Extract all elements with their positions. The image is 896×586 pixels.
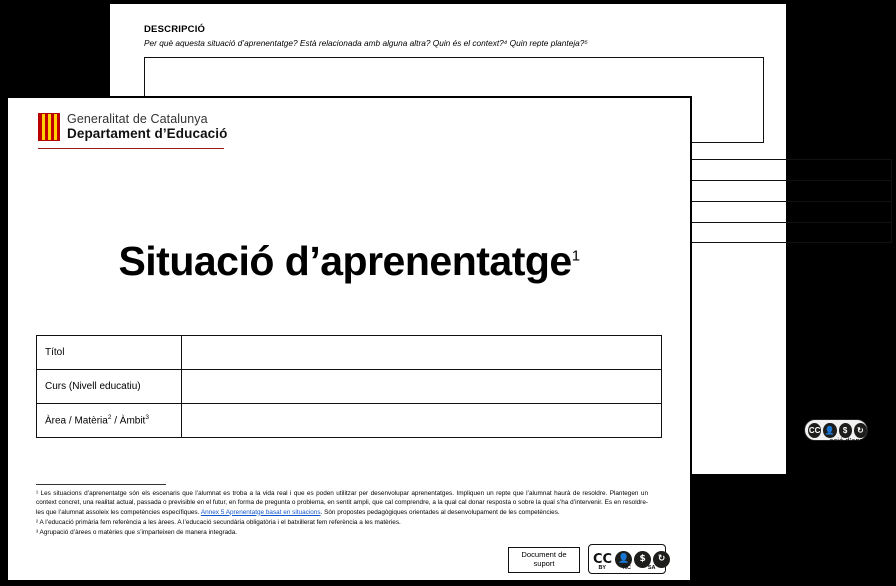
table-row	[37, 336, 662, 370]
table-label-area: Àrea / Matèria$^2$ / Àmbit$^3$	[37, 404, 182, 438]
cc-sa-icon: ↻	[653, 551, 670, 568]
cc-mark-icon: CC	[808, 423, 821, 438]
footnote-link-annex5[interactable]: Annex 5 Aprenentatge basat en situacions	[200, 508, 321, 516]
doc-badge-line2: suport	[533, 559, 555, 568]
cc-label-sa: SA	[647, 565, 656, 571]
logo-line-generalitat: Generalitat de Catalunya	[67, 112, 208, 126]
back-footer-pagenum: Pàgina 2/5	[859, 446, 896, 456]
cc-label-nc: NC	[623, 565, 631, 571]
table-value-titol[interactable]	[182, 336, 662, 370]
description-subtitle: Per què aquesta situació d’aprenentatge? Està relacionada amb alguna altra? Quin és el context?⁴ Quin repte planteja?⁵	[144, 38, 588, 48]
back-footer-title: ació d’aprenentatge	[829, 436, 896, 445]
description-heading: DESCRIPCIÓ	[144, 24, 206, 35]
cc-nc-icon: $	[839, 423, 852, 438]
cover-info-table	[36, 335, 662, 438]
footnote-separator	[36, 484, 166, 485]
cc-logo-icon: CC	[593, 551, 613, 567]
document-suport-badge	[508, 547, 580, 573]
table-label-titol: Títol	[37, 336, 182, 370]
cc-by-icon: 👤	[615, 551, 632, 568]
doc-badge-line1: Document de	[521, 550, 567, 560]
page-title-footnote-marker: 1	[571, 247, 580, 265]
back-page-body-text: ania, problemàtica r un agent extern,	[800, 382, 896, 401]
footnote-2: ² A l’educació primària fem referència a les àrees. A l’educació secundària obligatòria i el batxillerat fem referència a les matèries.	[36, 518, 401, 526]
table-label-curs: Curs (Nivell educatiu)	[37, 370, 182, 404]
generalitat-shield-icon	[38, 113, 60, 141]
footnote-3: ³ Agrupació d’àrees o matèries que s’imparteixen de manera integrada.	[36, 529, 238, 537]
footnote-1: ¹ Les situacions d’aprenentatge són els escenaris que l’alumnat es troba a la vida real i que es poden utilitzar per desenvolupar aprenentatges. Impliquen un repte que l’alumnat haurà de resoldre. Plantegen un context concret, una realitat actual, passada o previsible en el futur, en forma de pregunta o problema, en sentit ampli, que cal comprendre, a la qual cal donar resposta o sobre la qual s’ha d’intervenir. Es en resoldre-les que l’alumnat assoleix les competències específiques. Annex 5 Aprenentatge basat en situacions. Són propostes pedagògiques orientades al desenvolupament de les competències.	[36, 490, 648, 516]
table-row	[37, 370, 662, 404]
cc-by-icon: 👤	[823, 423, 836, 438]
logo-divider	[38, 148, 224, 149]
page-title	[8, 238, 690, 285]
cc-sa-icon: ↻	[854, 423, 867, 438]
cc-label-by: BY	[598, 565, 607, 571]
page-title-text: Situació d’aprenentatge	[118, 238, 572, 284]
logo-line-departament: Departament d’Educació	[67, 126, 228, 142]
table-value-area[interactable]	[182, 404, 662, 438]
generalitat-logo	[38, 112, 228, 142]
table-value-curs[interactable]	[182, 370, 662, 404]
back-page-footer	[756, 436, 896, 457]
cc-nc-icon: $	[634, 551, 651, 568]
cover-document-page[interactable]	[6, 96, 692, 582]
footnotes-block	[36, 489, 648, 538]
table-row	[37, 404, 662, 438]
cc-label-group	[590, 565, 664, 571]
